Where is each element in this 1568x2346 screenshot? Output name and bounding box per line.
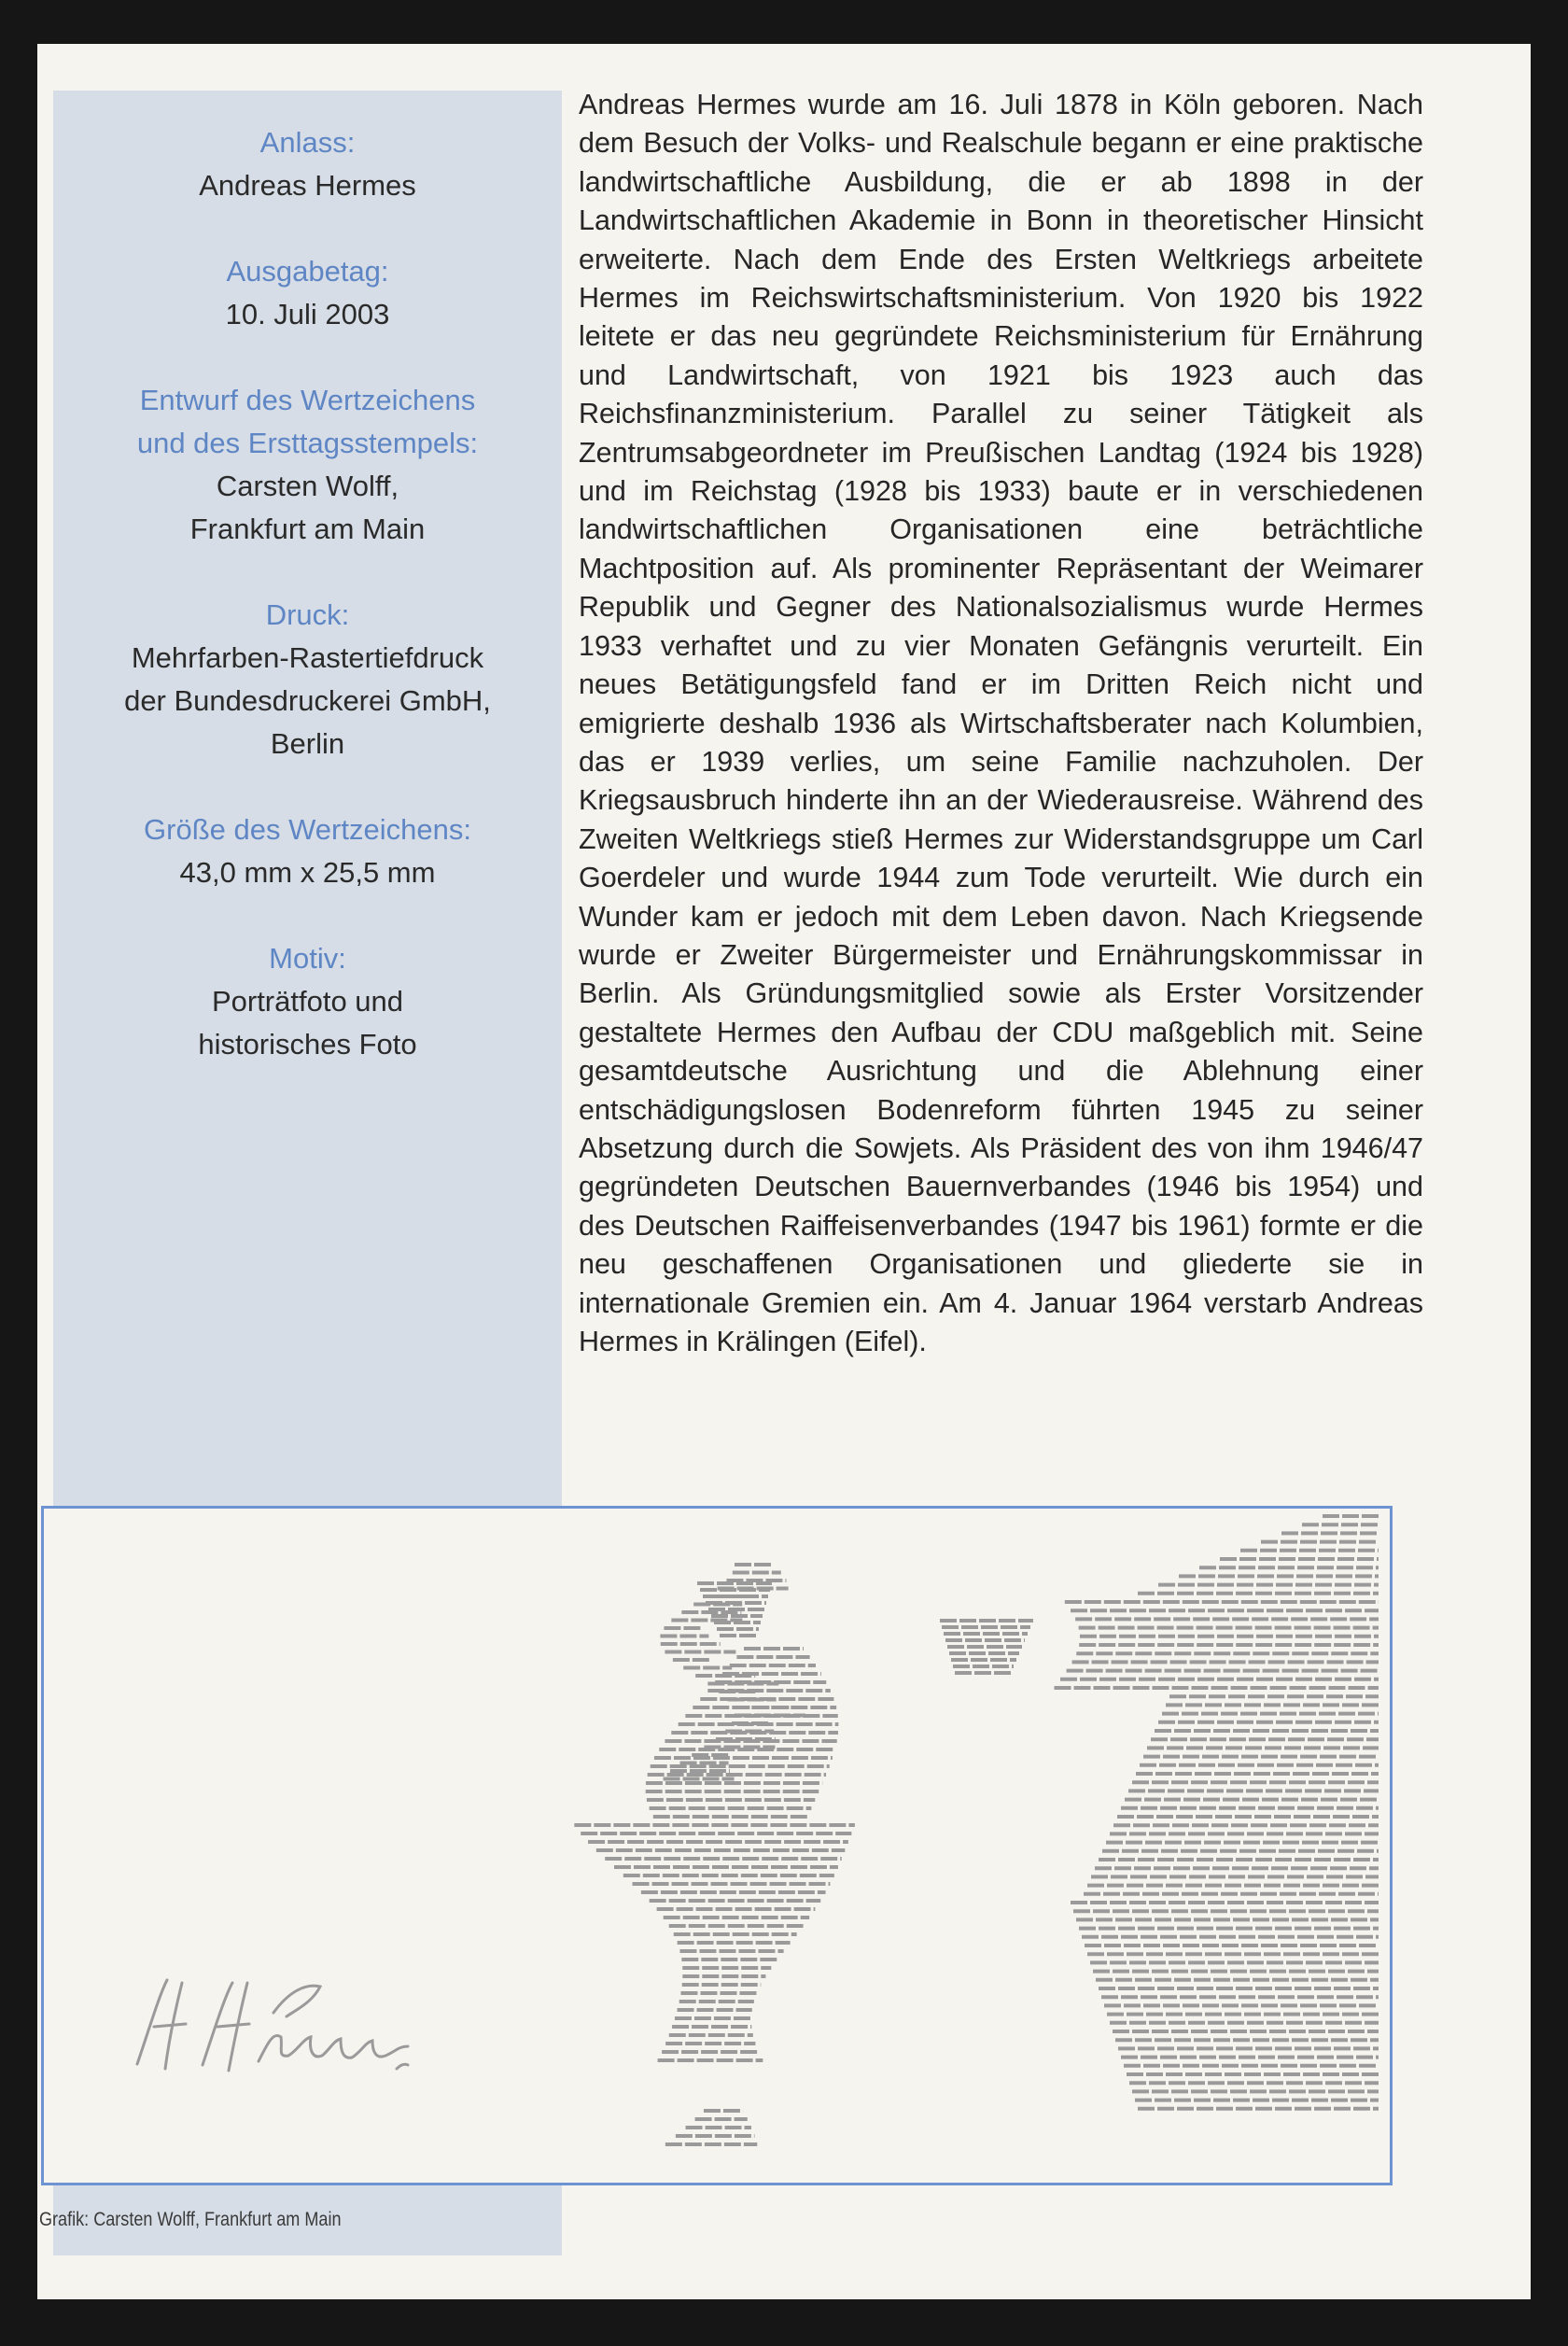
- halftone-portrait-graphic: [44, 1509, 1390, 2183]
- info-label: Größe des Wertzeichens:: [144, 813, 471, 846]
- info-size: [53, 808, 562, 894]
- info-motif: [53, 937, 562, 1066]
- info-design: [53, 379, 562, 551]
- info-value: 43,0 mm x 25,5 mm: [179, 856, 436, 889]
- info-issue-date: [53, 250, 562, 336]
- portrait-stripe-lines: [574, 1516, 1379, 2144]
- info-value: Frankfurt am Main: [189, 513, 426, 545]
- info-label: Entwurf des Wertzeichens: [139, 384, 476, 416]
- info-value: Berlin: [270, 727, 345, 760]
- biography-text: Andreas Hermes wurde am 16. Juli 1878 in Köln geboren. Nach dem Besuch der Volks- und Realschule begann er eine praktische landwirtschaftliche Ausbildung, die er ab 1898 in der Landwirtschaftlichen Akademie in Bonn in theoretischer Hinsicht erweiterte. Nach dem Ende des Ersten Weltkriegs arbeitete Hermes im Reichswirtschaftsministerium. Von 1920 bis 1922 leitete er das neu gegründete Reichsministerium für Ernährung und Landwirtschaft, von 1921 bis 1923 auch das Reichsfinanzministerium. Parallel zu seiner Tätigkeit als Zentrumsabgeordneter im Preußischen Landtag (1924 bis 1928) und im Reichstag (1928 bis 1933) baute er in verschiedenen landwirtschaftlichen Organisationen eine beträchtliche Machtposition auf. Als prominenter Repräsentant der Weimarer Republik und Gegner des Nationalsozialismus wurde Hermes 1933 verhaftet und zu vier Monaten Gefängnis verurteilt. Ein neues Betätigungsfeld fand er im Dritten Reich nicht und emigrierte deshalb 1936 als Wirtschaftsberater nach Kolumbien, das er 1939 verlies, um seine Familie nachzuholen. Der Kriegsausbruch hinderte ihn an der Wiederausreise. Während des Zweiten Weltkriegs stieß Hermes zur Widerstandsgruppe um Carl Goerdeler und wurde 1944 zum Tode verurteilt. Wie durch ein Wunder kam er jedoch mit dem Leben davon. Nach Kriegsende wurde er Zweiter Bürgermeister und Ernährungskommissar in Berlin. Als Gründungsmitglied sowie als Erster Vorsitzender gestaltete Hermes den Aufbau der CDU maßgeblich mit. Seine gesamtdeutsche Ausrichtung und die Ablehnung einer entschädigungslosen Bodenreform führten 1945 zu seiner Absetzung durch die Sowjets. Als Präsident des von ihm 1946/47 gegründeten Deutschen Bauernverbandes (1946 bis 1954) und des Deutschen Raiffeisenverbandes (1947 bis 1961) formte er die neu geschaffenen Organisationen und gliederte sie in internationale Gremien ein. Am 4. Januar 1964 verstarb Andreas Hermes in Krälingen (Eifel).: [579, 89, 1423, 1357]
- signature-graphic: [137, 1980, 408, 2071]
- portrait-graphic-frame: [41, 1506, 1393, 2185]
- info-value: Andreas Hermes: [199, 169, 416, 202]
- graphic-credit: Grafik: Carsten Wolff, Frankfurt am Main: [39, 2209, 342, 2230]
- stamp-info: [53, 121, 562, 1109]
- info-label: Druck:: [265, 598, 350, 631]
- info-value: der Bundesdruckerei GmbH,: [124, 684, 491, 717]
- info-value: Porträtfoto und: [211, 985, 404, 1018]
- info-value: Carsten Wolff,: [216, 470, 399, 502]
- info-label: Ausgabetag:: [226, 255, 389, 288]
- info-value: historisches Foto: [198, 1028, 417, 1061]
- info-value: 10. Juli 2003: [225, 298, 390, 330]
- info-print: [53, 594, 562, 766]
- info-value: Mehrfarben-Rastertiefdruck: [131, 641, 484, 674]
- info-label: und des Ersttagsstempels:: [136, 427, 479, 459]
- info-label: Motiv:: [269, 942, 346, 975]
- info-occasion: [53, 121, 562, 207]
- info-label: Anlass:: [259, 126, 356, 159]
